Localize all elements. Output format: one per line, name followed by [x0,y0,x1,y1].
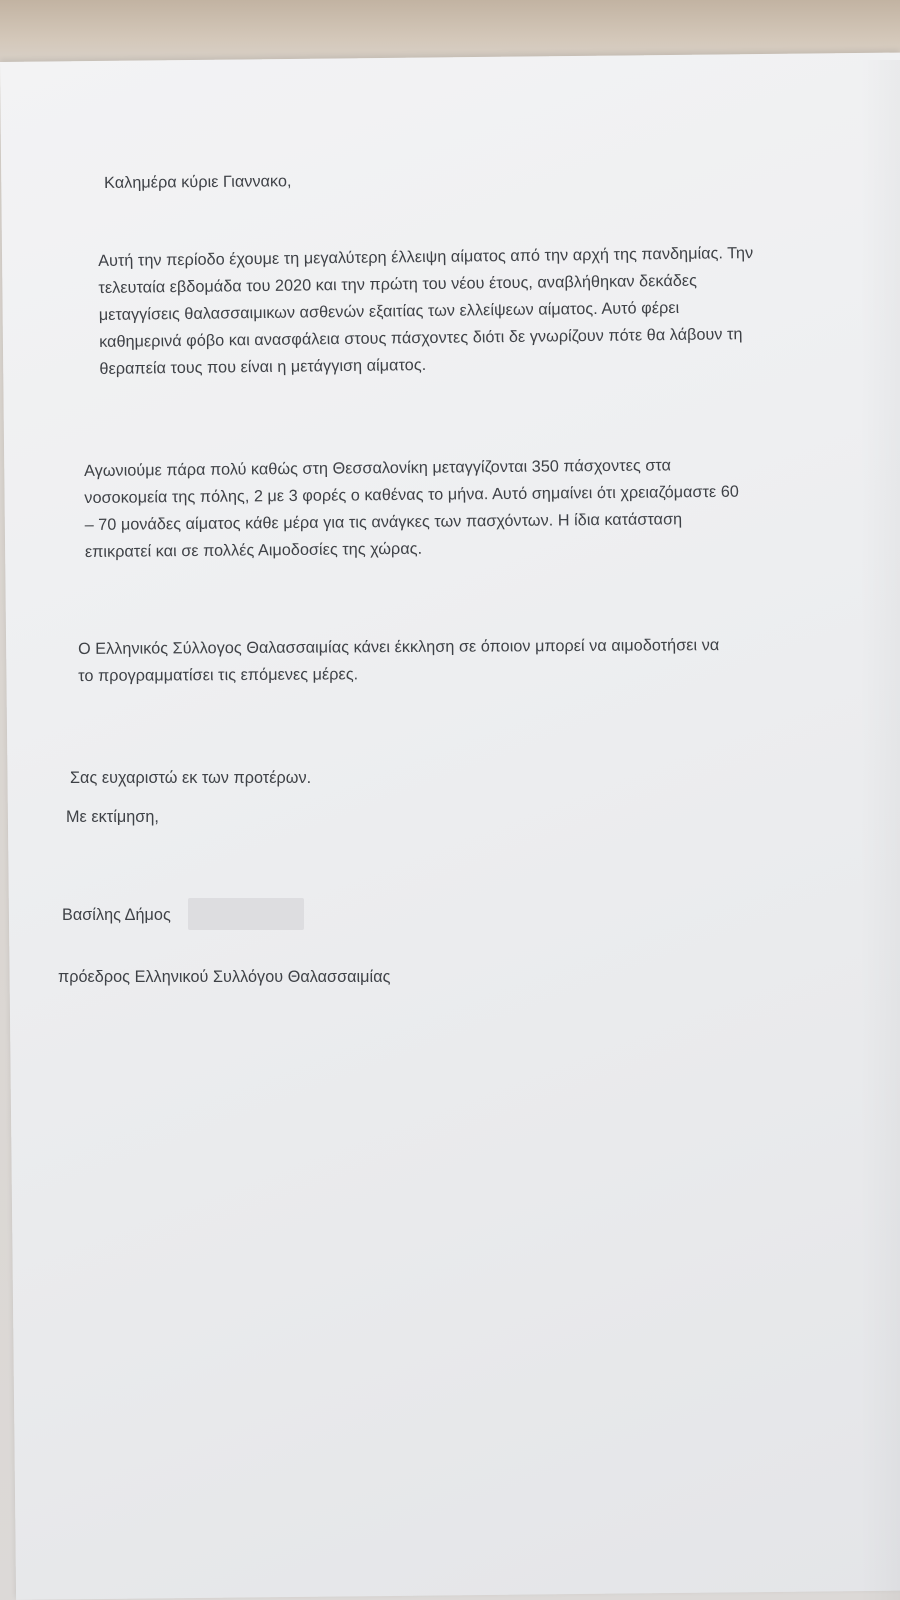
letter-closing: Με εκτίμηση, [66,808,159,826]
paragraph-1-line: Αυτή την περίοδο έχουμε τη μεγαλύτερη έλλειψη αίματος από την αρχή της πανδημίας. Την [98,243,754,270]
paragraph-2-line: επικρατεί και σε πολλές Αιμοδοσίες της χώρας. [84,539,423,561]
paragraph-1-line: τελευταία εβδομάδα του 2020 και την πρώτη του νέου έτους, αναβλήθηκαν δεκάδες [98,271,698,297]
paragraph-1 [98,240,755,383]
paragraph-3-line: το προγραμματίσει τις επόμενες μέρες. [78,665,359,685]
paragraph-1-line: καθημερινά φόβο και ανασφάλεια στους πάσχοντες διότι δε γνωρίζουν πότε θα λάβουν τη [99,325,743,351]
letter-thanks: Σας ευχαριστώ εκ των προτέρων. [70,769,312,787]
signature-title: πρόεδρος Ελληνικού Συλλόγου Θαλασσαιμίας [58,968,391,986]
paragraph-2 [84,452,740,566]
letter-greeting: Καλημέρα κύριε Γιαννακο, [104,172,292,192]
paragraph-2-line: Αγωνιούμε πάρα πολύ καθώς στη Θεσσαλονίκη μεταγγίζονται 350 πάσχοντες στα [84,456,672,480]
paragraph-2-line: νοσοκομεία της πόλης, 2 με 3 φορές ο καθένας το μήνα. Αυτό σημαίνει ότι χρειαζόμαστε 60 [84,482,739,507]
paragraph-1-line: θεραπεία τους που είναι η μετάγγιση αίματος. [99,355,427,378]
signature-name: Βασίλης Δήμος [62,906,171,924]
paragraph-3 [78,632,719,690]
paragraph-1-line: μεταγγίσεις θαλασσαιμικων ασθενών εξαιτίας των ελλείψεων αίματος. Αυτό φέρει [98,298,680,324]
redacted-surname [188,898,304,930]
paragraph-2-line: – 70 μονάδες αίματος κάθε μέρα για τις ανάγκες των πασχόντων. Η ίδια κατάσταση [84,510,683,534]
paragraph-3-line: Ο Ελληνικός Σύλλογος Θαλασσαιμίας κάνει έκκληση σε όποιον μπορεί να αιμοδοτήσει να [78,636,720,658]
